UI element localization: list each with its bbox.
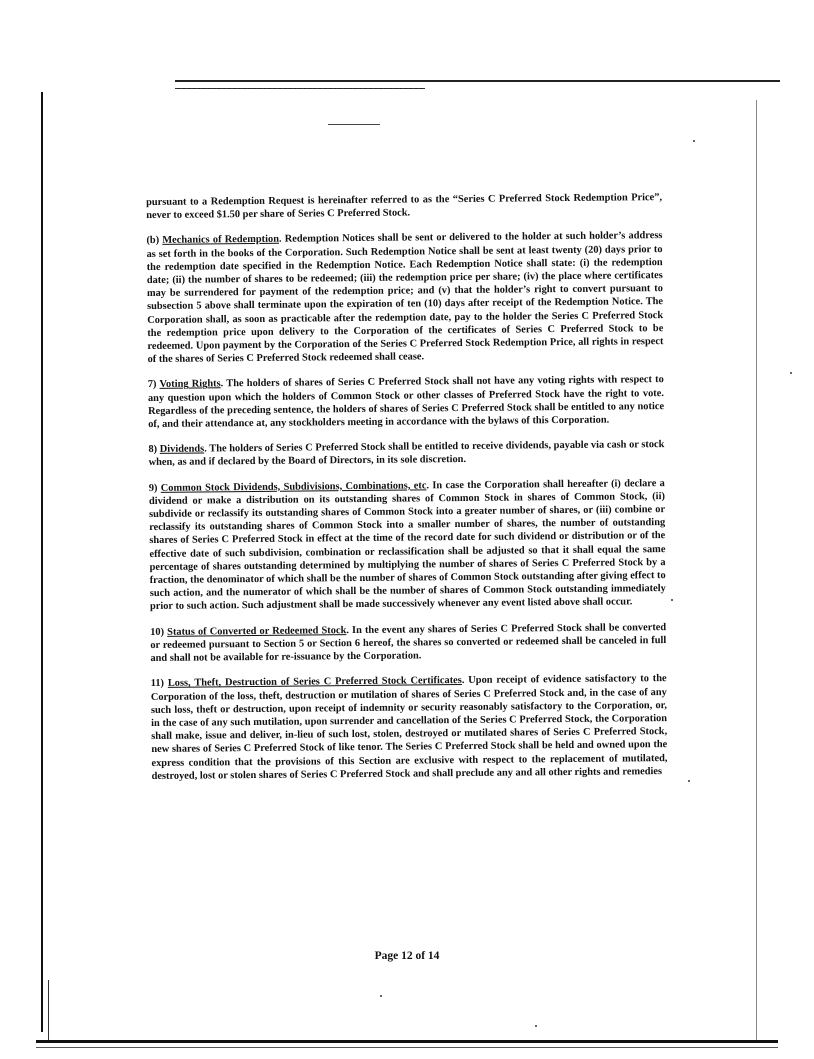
section-heading-punct: . — [426, 479, 430, 491]
section-heading-punct: . — [204, 443, 207, 455]
section-common-stock-dividends — [149, 477, 666, 614]
intro-paragraph: pursuant to a Redemption Request is hereinafter referred to as the “Series C Preferred Stock Redemption Price”, never to exceed $1.50 per share of Series C Preferred Stock. — [146, 192, 663, 222]
bottom-rule-secondary — [36, 1047, 778, 1048]
section-heading: Dividends — [159, 443, 205, 456]
section-body: Redemption Notices shall be sent or delivered to the holder at such holder’s address as set forth in the books of the Corporation. Such Redemption Notice shall be sent at least twenty (20) days prior to the redemption date specified in the Redemption Notice. Each Redemption Notice shall state: (i) the redemption date; (ii) the number of shares to be redeemed; (iii) the redemption price per share; (iv) the place where certificates may be surrendered for payment of the redemption price; and (v) that the holder’s right to convert pursuant to subsection 5 above shall terminate upon the expiration of ten (10) days after receipt of the Redemption Notice. The Corporation shall, as soon as practicable after the redemption date, pay to the holder the Series C Preferred Stock the redemption price upon delivery to the Corporation of the certificates of Series C Preferred Stock to be redeemed. Upon payment by the Corporation of the Series C Preferred Stock Redemption Price, all rights in respect of the shares of Series C Preferred Stock redeemed shall cease. — [146, 230, 664, 366]
scan-speck — [693, 140, 695, 142]
scan-speck — [790, 372, 792, 374]
section-heading: Voting Rights — [159, 378, 221, 391]
section-heading-punct: . — [220, 378, 224, 390]
section-number: 10) — [150, 626, 165, 638]
small-dash-mark — [328, 124, 380, 125]
scan-speck — [688, 780, 690, 782]
top-rule — [175, 80, 780, 82]
section-body: In case the Corporation shall hereafter (i) declare a dividend or make a distribution on its outstanding shares of Common Stock in shares of Common Stock, (ii) subdivide or reclassify its outstanding shares of Common Stock into a greater number of shares, or (iii) combine or reclassify its outstanding shares of Common Stock into a smaller number of shares, the number of outstanding shares of Series C Preferred Stock in effect at the time of the record date for such dividend or distribution or of the effective date of such subdivision, combination or reclassification shall be adjusted so that it shall equal the same percentage of shares outstanding determined by multiplying the number of shares of Series C Preferred Stock by a fraction, the denominator of which shall be the number of shares of Common Stock outstanding after giving effect to such action, and the numerator of which shall be the number of shares of Common Stock outstanding immediately prior to such action. Such adjustment shall be made successively whenever any event listed above shall occur. — [148, 477, 666, 613]
section-body: The holders of shares of Series C Preferred Stock shall not have any voting rights with respect to any question upon which the holders of Common Stock or other classes of Preferred Stock have the right to vote. Regardless of the preceding sentence, the holders of shares of Series C Preferred Stock shall be entitled to any notice of, and their attendance at, any stockholders meeting in accordance with the bylaws of this Corporation. — [147, 374, 665, 431]
section-body: In the event any shares of Series C Preferred Stock shall be converted or redeemed pursuant to Section 5 or Section 6 hereof, the shares so converted or redeemed shall be canceled in full and shall not be available for re-issuance by the Corporation. — [150, 621, 667, 665]
section-loss-theft-destruction — [151, 672, 668, 783]
page-number-footer: Page 12 of 14 — [374, 950, 440, 962]
section-body: The holders of Series C Preferred Stock shall be entitled to receive dividends, payable via cash or stock when, as and if declared by the Board of Directors, in its sole discretion. — [148, 439, 665, 469]
section-number: 7) — [147, 379, 157, 391]
section-body: Upon receipt of evidence satisfactory to the Corporation of the loss, theft, destruction or mutilation of shares of Series C Preferred Stock and, in the case of any such loss, theft or destruction, upon receipt of indemnity or security reasonably satisfactory to the Corporation, or, in the case of any such mutilation, upon surrender and cancellation of the Series C Preferred Stock, the Corporation shall make, issue and deliver, in-lieu of such lost, stolen, destroyed or mutilated shares of Series C Preferred Stock, new shares of Series C Preferred Stock of like tenor. The Series C Preferred Stock shall be held and owned upon the express condition that the provisions of this Section are exclusive with respect to the replacement of mutilated, destroyed, lost or stolen shares of Series C Preferred Stock and shall preclude any and all other rights and remedies — [150, 673, 668, 782]
section-heading-punct: . — [346, 624, 349, 636]
section-mechanics-of-redemption — [146, 229, 663, 366]
section-dividends — [148, 438, 664, 469]
section-number: 11) — [150, 678, 165, 690]
scan-speck — [380, 995, 382, 997]
left-margin-bar — [41, 92, 43, 1032]
section-status-of-converted-stock — [150, 621, 666, 666]
scan-speck — [535, 1025, 537, 1027]
left-margin-bar-secondary — [48, 980, 49, 1040]
right-margin-bar — [756, 100, 757, 1040]
section-heading: Loss, Theft, Destruction of Series C Preferred Stock Certificates — [167, 675, 462, 690]
section-number: 9) — [148, 482, 158, 494]
section-number: 8) — [148, 444, 158, 456]
section-heading-punct: . — [461, 675, 465, 687]
document-body — [146, 191, 668, 795]
top-dashed-rule — [175, 88, 425, 89]
section-heading: Status of Converted or Redeemed Stock — [167, 624, 347, 638]
section-heading: Mechanics of Redemption — [162, 234, 280, 247]
section-heading: Common Stock Dividends, Subdivisions, Combinations, etc — [160, 479, 427, 494]
section-number: (b) — [146, 235, 160, 247]
section-voting-rights — [148, 373, 664, 431]
section-heading-punct: . — [278, 234, 282, 246]
bottom-rule — [36, 1040, 778, 1043]
scan-speck — [671, 599, 673, 601]
